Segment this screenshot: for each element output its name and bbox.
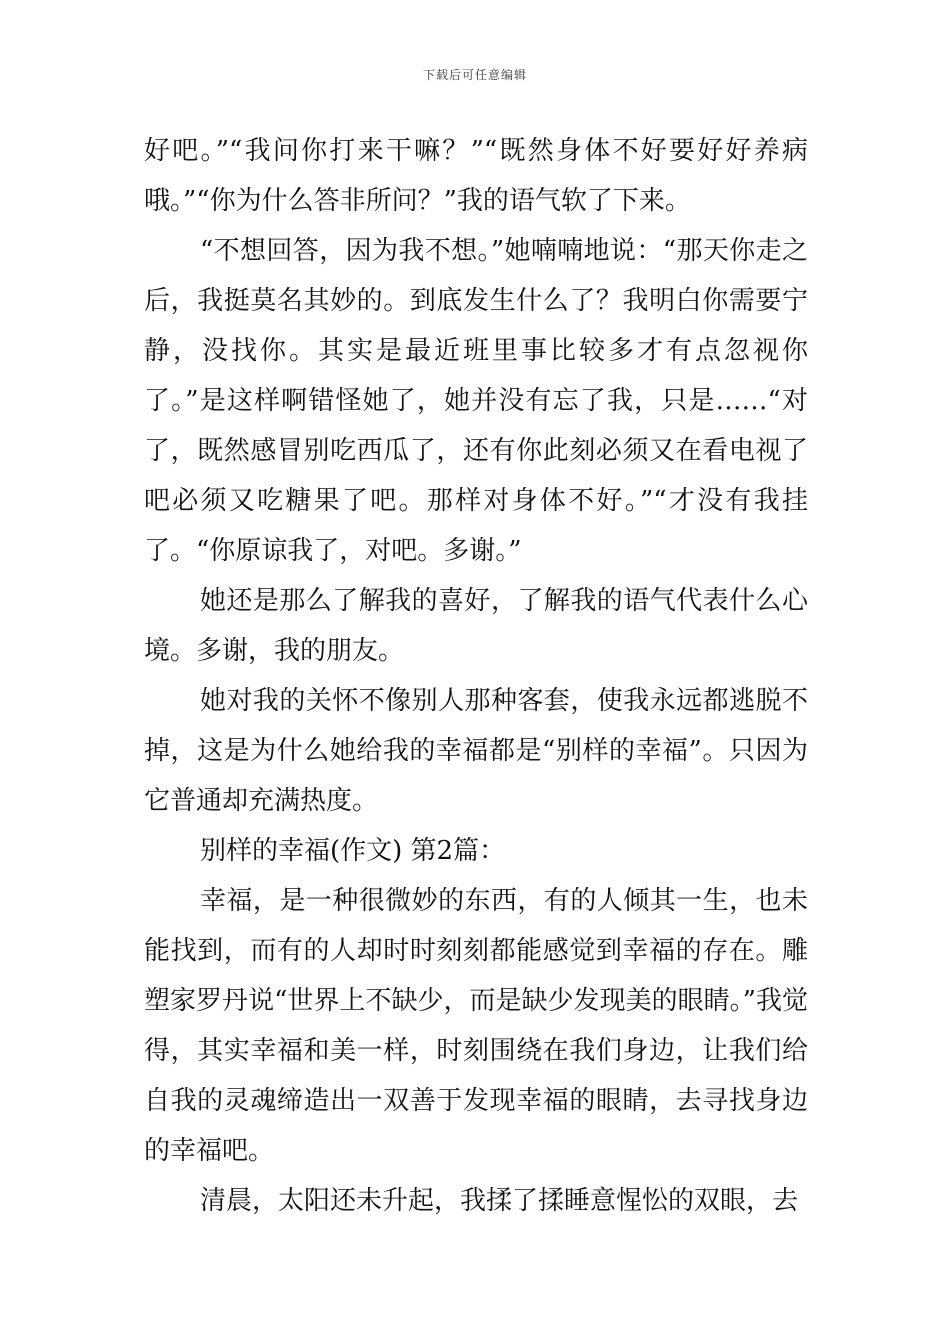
paragraph-5: 幸福，是一种很微妙的东西，有的人倾其一生，也未能找到，而有的人却时时刻刻都能感觉到幸福的存在。雕塑家罗丹说“世界上不缺少，而是缺少发现美的眼睛。”我觉得，其实幸福和美一样，时刻围绕在我们身边，让我们给自我的灵魂缔造出一双善于发现幸福的眼睛，去寻找身边的幸福吧。: [144, 886, 808, 1166]
paragraph-4: 她对我的关怀不像别人那种客套，使我永远都逃脱不掉，这是为什么她给我的幸福都是“别样的幸福”。只因为它普通却充满热度。: [144, 686, 808, 816]
paragraph-3: 她还是那么了解我的喜好，了解我的语气代表什么心境。多谢，我的朋友。: [144, 586, 808, 666]
document-body: [144, 126, 808, 1226]
section-heading: 别样的幸福(作文) 第2篇：: [200, 836, 506, 866]
paragraph-2: “不想回答，因为我不想。”她喃喃地说：“那天你走之后，我挺莫名其妙的。到底发生什么了？我明白你需要宁静，没找你。其实是最近班里事比较多才有点忽视你了。”是这样啊错怪她了，她并没有忘了我，只是……“对了，既然感冒别吃西瓜了，还有你此刻必须又在看电视了吧必须又吃糖果了吧。那样对身体不好。”“才没有我挂了。“你原谅我了，对吧。多谢。”: [144, 236, 808, 566]
paragraph-6: 清晨，太阳还未升起，我揉了揉睡意惺忪的双眼，去: [200, 1186, 799, 1216]
paragraph-1: 好吧。”“我问你打来干嘛？”“既然身体不好要好好养病哦。”“你为什么答非所问？”我的语气软了下来。: [144, 136, 808, 216]
header-note: 下载后可任意编辑: [422, 68, 527, 82]
